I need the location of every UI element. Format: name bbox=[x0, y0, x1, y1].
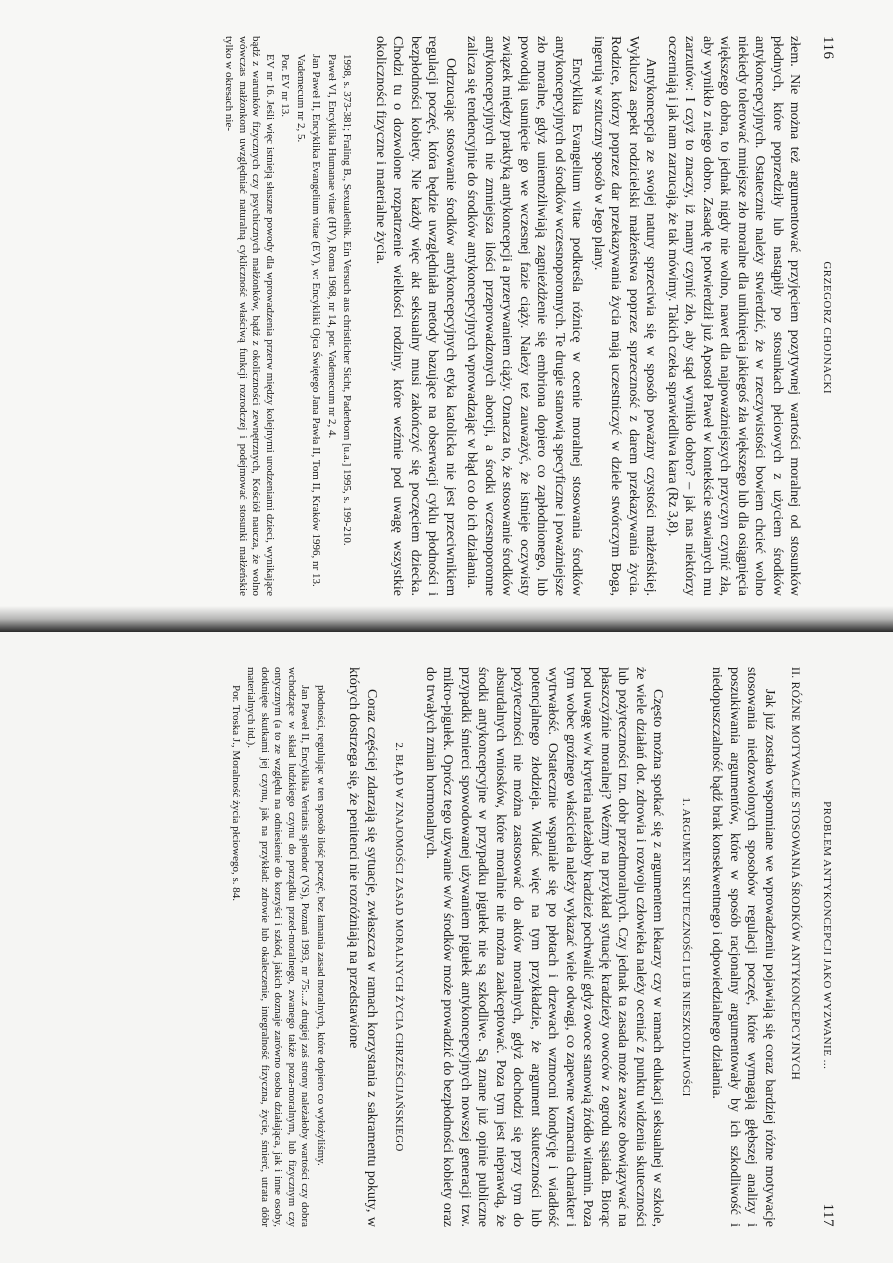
footnotes-bottom bbox=[229, 667, 328, 1227]
paragraph: Coraz częściej zdarzają się sytuacje, zwłaszcza w ramach korzystania z sakramentu pokuty, w których dostrzega się, że penitenci nie rozróżniają na przedstawione bbox=[346, 667, 379, 1227]
footnote: Vademecum nr 2, 5. bbox=[295, 54, 307, 143]
footnote: Paweł VI, Encyklika Humanae vitae (HV), Roma 1968, nr 14, por. Vademecum nr 2, 4. bbox=[326, 54, 338, 439]
paragraph: Odrzucając stosowanie środków antykoncepcyjnych etyka katolicka nie jest przeciwnikiem regulacji poczęć, która będzie uwzględniała metody bazujące na obserwacji cyklu płodności i bezpłodności kobiety. Nie każdy więc akt seksualny musi zakończyć się poczęciem dziecka. Chodzi tu o dozwolone rozpatrzenie wielkości rodziny, które weźmie pod uwagę wszystkie okoliczności fizyczne i materialne życia. bbox=[373, 36, 458, 596]
paragraph: Jak już zostało wspomniane we wprowadzeniu pojawiają się coraz bardziej różne motywacje stosowania niedozwolonych sposobów regulacji poczęć, które wymagają głębszej analizy i poszukiwania argumentów, które w sposób racjonalny argumentowały by ich szkodliwość i niedopuszczalność bądź brak konsekwentnego i odpowiedzialnego działania. bbox=[709, 667, 777, 1227]
running-head-title-bottom: PROBLEM ANTYKONCEPCJI JAKO WYZWANIE ... bbox=[821, 801, 833, 1070]
page-number-top: 116 bbox=[820, 36, 836, 60]
section-heading: II. RÓŻNE MOTYWACJE STOSOWANIA ŚRODKÓW ANTYKONCEPCYJNYCH bbox=[789, 667, 802, 1081]
running-head-bottom bbox=[818, 667, 837, 1227]
paragraph: Encyklika Evangelium vitae podkreśla różnicę w ocenie moralnej stosowania środków antykoncepcyjnych od środków wczesnoporonnych. Te drugie stanowią specyficzne i poważniejsze zło moralne, gdyż uniemożliwiają zagnieżdżenie się embriona dopiero co zapłodnionego, lub powodują usunięcie go we wczesnej fazie ciąży. Należy też zauważyć, że istnieje oczywisty związek między praktyką antykoncepcji a przerywaniem ciąży. Oznacza to, że stosowanie środków antykoncepcyjnych nie zmniejsza ilości przeprowadzonych aborcji, a środki wczesnoporonne zalicza się tendencyjnie do środków antykoncepcyjnych wprowadzając w błąd co do ich działania. bbox=[464, 36, 585, 596]
footnote: Por. Troska J., Moralność życia płciowego, s. 84. bbox=[230, 685, 242, 902]
footnote: Jan Paweł II, Encyklika Evangelium vitae (EV), w: Encykliki Ojca Świętego Jana Pawła II, Tom II, Kraków 1996, nr 13. bbox=[310, 54, 323, 587]
footnotes-top bbox=[222, 36, 354, 596]
footnote: Por. EV nr 13. bbox=[279, 54, 292, 118]
footnote: 1998, s. 373-381; Fraling B., Sexualethik. Ein Versuch aus christlicher Sicht, Paderborn [u.a.] 1995, s. 199-210. bbox=[341, 54, 354, 546]
footnote: Jan Paweł II, Encyklika Veritatis splendor (VS), Poznań 1993, nr 75:...z drugiej zaś strony należałoby wartości czy dobra wchodzące w skład ludzkiego czynu do porządku przed-moralnego, zwanego także poza-moralnym, lub fizycznym czy ontycznym (a to ze względu na odniesienie do korzyści i szkód, jakich doznaje zarówno osoba działająca, jak i inne osoby, dotknięte skutkami jej czynu, jak na przykład: zdrowie lub okaleczenie, integralność fizyczna, życie, śmierć, utrata dóbr materialnych itd.). bbox=[245, 667, 312, 1227]
page-bottom-content bbox=[56, 667, 836, 1227]
page-top bbox=[0, 0, 893, 631]
running-head-title-top: GRZEGORZ CHOJNACKI bbox=[821, 261, 833, 395]
running-head-top bbox=[818, 36, 837, 596]
paragraph: Często można spotkać się z argumentem lekarzy czy w ramach edukacji seksualnej w szkole, że wiele działań dot. zdrowia i rozwoju człowieka należy oceniać z punktu widzenia skuteczności lub pożyteczności tzn. dobr przedmoralnych. Czy jednak ta zasada może zawsze obowiązywać na płaszczyźnie moralnej? Weźmy na przykład sytuację kradzieży owoców z ogrodu sąsiada. Biorąc pod uwagę w/w kryteria należałoby kradzież pochwalić gdyż owoce stanowią źródło witamin. Poza tym wobec groźnego właściciela należy wykazać wiele odwagi, co zapewne wzmacnia charakter i wytrwałość. Ostatecznie wspaniale się po płotach i drzewach wzmocni kondycję i wiadłość potencjalnego złodzieja. Widać więc na tym przykładzie, że argument skuteczności lub pożyteczności nie można zastosować do aktów moralnych, gdyż dochodzi się przy tym do absurdalnych wniosków, które moralnie nie można zaakceptować. Poza tym jest nieprawdą, że środki antykoncepcyjne w przypadku pigułek nie są szkodliwe. Są znane już opinie publiczne przypadki śmierci spowodowanej używaniem pigułek antykoncepcyjnych nowszej generacji tzw. mikro-pigułek. Oprócz tego używanie w/w środków może prowadzić do bezpłodności kobiety oraz do trwałych zmian hormonalnych. bbox=[423, 667, 666, 1227]
page-top-content bbox=[56, 36, 836, 596]
page-bottom bbox=[0, 632, 893, 1263]
page-number-bottom: 117 bbox=[820, 1203, 836, 1227]
subsection-heading: 2. BŁĄD W ZNAJOMOŚCI ZASAD MORALNYCH ŻYCIA CHRZEŚCIJAŃSKIEGO bbox=[393, 742, 406, 1152]
footnote: EV nr 16. Jeśli więc istnieją słuszne powody dla wprowadzenia przerw między kolejnymi urodzeniami dzieci, wynikające bądź z warunków fizycznych czy psychicznych małżonków, bądź z okoliczności zewnętrznych, Kościół naucza, że wolno wówczas małżonkom uwzględniać naturalną cykliczność właściwą funkcji rozrodczej i podejmować stosunki małżeńskie tylko w okresach nie- bbox=[223, 36, 276, 596]
paragraph: Antykoncepcja ze swojej natury sprzeciwia się w sposób poważny czystości małżeńskiej. Wyklucza aspekt rodzicielski małżeństwa poprzez sprzeczność z darem przekazywania życia. Rodzice, którzy poprzez dar przekazywania życia mają uczestniczyć w dziele stwórczym Boga, ingerują w sztuczny sposób w Jego plany. bbox=[591, 36, 659, 596]
subsection-heading: 1. ARGUMENT SKUTECZNOŚCI LUB NIESZKODLIWOŚCI bbox=[680, 797, 692, 1097]
footnote: płodności, regulując w ten sposób ilość poczęć, bez łamania zasad moralnych, które dopiero co wyłożyliśmy. bbox=[315, 685, 327, 1166]
paragraph: złem. Nie można też argumentować przyjęciem pozytywnej wartości moralnej od stosunków płodnych, które poprzedziły lub nastąpiły po stosunkach płciowych z użyciem środków antykoncepcyjnych. Ostatecznie należy stwierdzić, że w rzeczywistości bowiem chcieć wolno niekiedy tolerować mniejsze zło moralne dla uniknięcia jakiegoś zła większego lub dla osiągnięcia większego dobra, to jednak nigdy nie wolno, nawet dla najpoważniejszych przyczyn czynić zła, aby wynikło z niego dobro. Zasadę tę potwierdził już Apostoł Paweł w kontekście stawianych mu zarzutów: I czyż to znaczy, iż mamy czynić zło, aby stąd wynikło dobro? – jak nas niektórzy oczerniają i jak nam zarzucają, że tak mówimy. Takich czeka sprawiedliwa kara (Rz 3,8). bbox=[665, 36, 803, 596]
